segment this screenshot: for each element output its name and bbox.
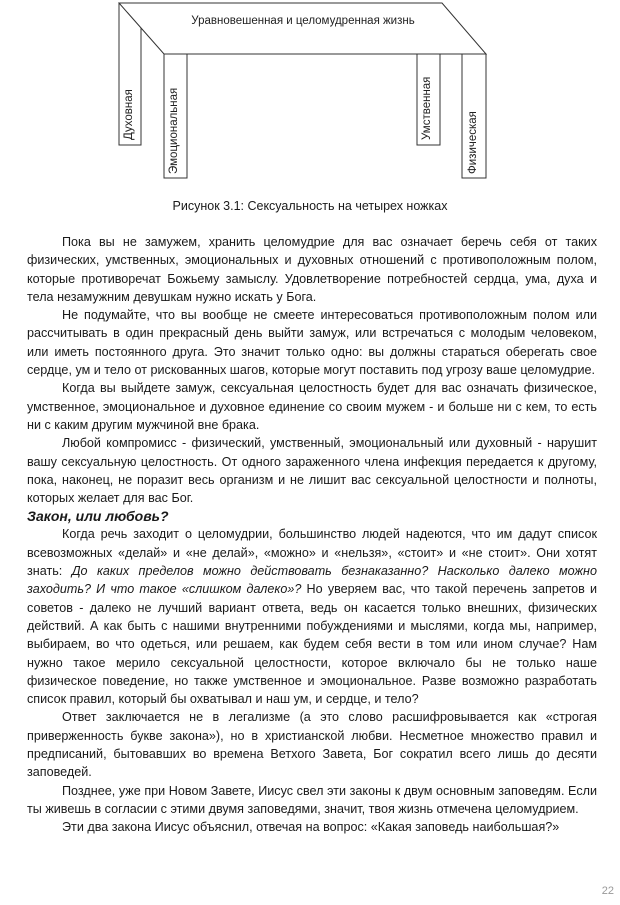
paragraph: Не подумайте, что вы вообще не смеете интересоваться противоположным полом или рассчитывать в один прекрасный день выйти замуж, или встречаться с молодым человеком, или иметь постоянного друга. Это значит только одно: вы должны стараться оберегать свое сердце, ум и тело от рискованных шагов, которые могут поставить под угрозу ваше целомудрие. [27,308,597,378]
italic-question: До каких пределов можно действовать безнаказанно? Насколько далеко можно заходить? И что такое «слишком далеко»? [27,564,597,597]
paragraph: Пока вы не замужем, хранить целомудрие для вас означает беречь себя от таких физических, умственных, эмоциональных и духовных отношений с противоположным полом, которые противоречат Божьему замыслу. Удовлетворение потребностей сердца, ума, духа и тела незамужним девушкам нужно искать у Бога. [27,235,597,304]
tabletop-label: Уравновешенная и целомудренная жизнь [191,15,415,27]
leg-label-physical: Физическая [467,111,479,174]
body-text [27,233,597,837]
paragraph-text: Но уверяем вас, что такой перечень запретов и советов - далеко не лучший вариант ответа, ведь он касается только внешних, физических действий. А как быть с нашими внутренними побуждениями и мыслями, когда мы, например, выбираем, во что одеться, или решаем, как будем себя вести в том или ином случае? Нам нужно такое мерило сексуальной целостности, которое включало бы не только наше физическое поведение, но также умственное и эмоциональное. Разве возможно разработать список правил, который бы охватывал и наш ум, и сердце, и тело? [27,582,597,707]
leg-label-mental: Умственная [421,76,433,140]
paragraph: Когда вы выйдете замуж, сексуальная целостность будет для вас означать физическое, умственное, эмоциональное и духовное единение со своим мужем - и больше ни с кем, то есть ни с каким другим мужчиной вне брака. [27,381,597,432]
paragraph-text: Когда речь заходит о целомудрии, большинство людей надеются, что им дадут список всевозможных «делай» и «не делай», «можно» и «нельзя», «стоит» и «не стоит». Они хотят знать: [27,527,597,579]
paragraph [27,525,597,708]
leg-label-emotional: Эмоциональная [168,87,180,174]
leg-label-spiritual: Духовная [123,89,135,140]
section-heading: Закон, или любовь? [27,508,169,525]
tabletop-shape [119,3,486,54]
figure-caption: Рисунок 3.1: Сексуальность на четырех ножках [172,199,448,213]
paragraph: Позднее, уже при Новом Завете, Иисус свел эти законы к двум основным заповедям. Если ты живешь в согласии с этими двумя заповедями, значит, твоя жизнь отмечена целомудрием. [27,783,597,816]
table-diagram-graphic [0,0,620,190]
table-diagram [0,0,620,190]
paragraph: Любой компромисс - физический, умственный, эмоциональный или духовный - нарушит вашу сексуальную целостность. От одного зараженного члена инфекция передается к другому, пока, наконец, не поразит весь организм и не лишит вас сексуальной целостности и полноты, которых желает для вас Бог. [27,436,597,506]
paragraph: Ответ заключается не в легализме (а это слово расшифровывается как «строгая приверженность букве закона»), но в христианской любви. Несметное множество правил и предписаний, бытовавших во времена Ветхого Завета, Бог сократил всего лишь до десяти заповедей. [27,710,597,780]
page-number: 22 [601,885,614,897]
paragraph: Эти два закона Иисус объяснил, отвечая на вопрос: «Какая заповедь наибольшая?» [62,820,560,835]
